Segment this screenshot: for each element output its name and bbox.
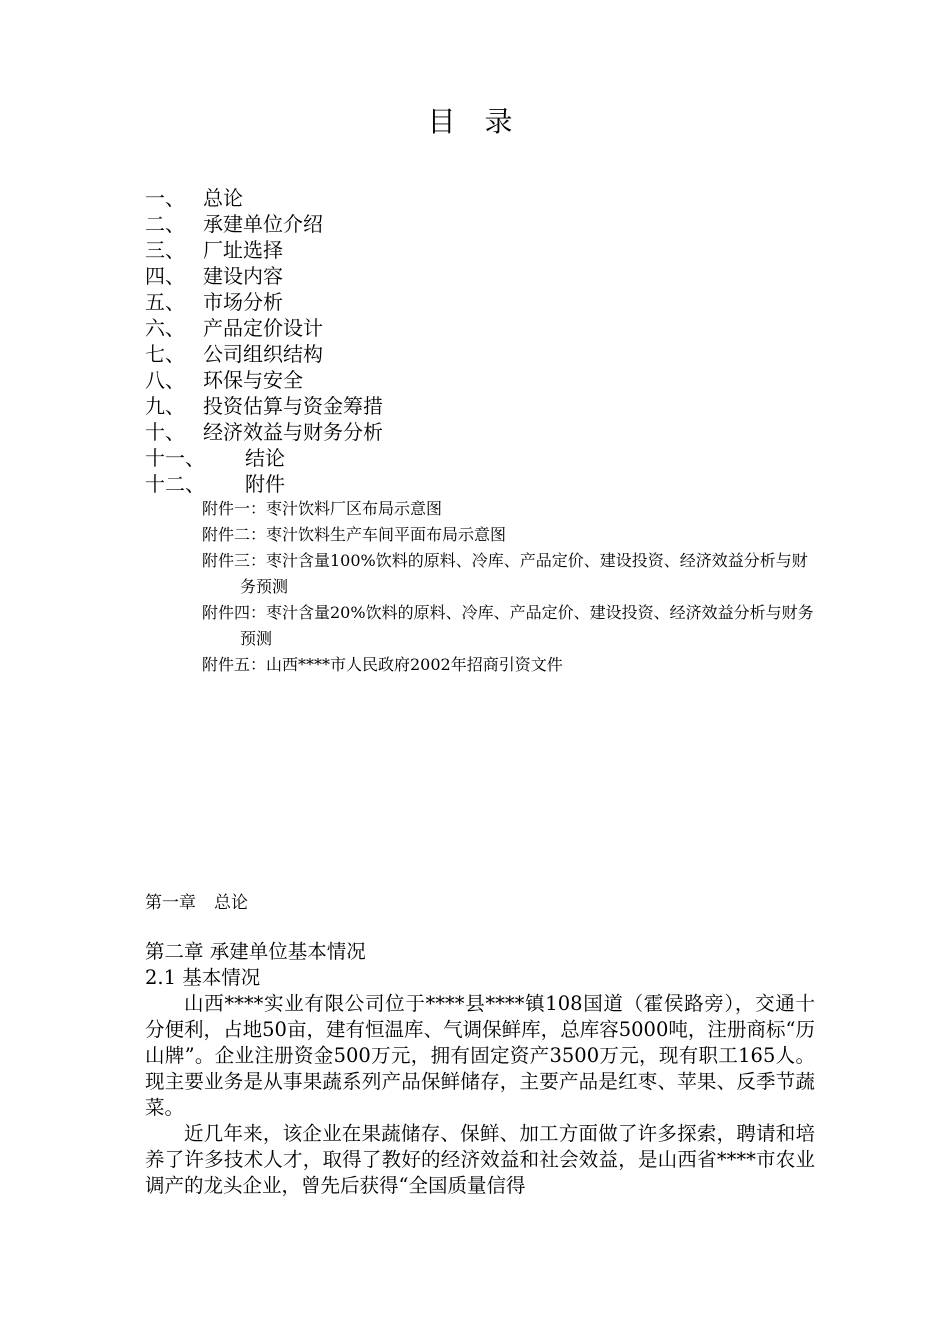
toc-item-number: 八、: [145, 368, 185, 392]
toc-item-label: 市场分析: [203, 290, 283, 314]
toc-item-label: 建设内容: [203, 264, 283, 288]
toc-item-12: [145, 471, 825, 497]
chapter-2-heading: 第二章 承建单位基本情况: [145, 940, 366, 963]
toc-item-label: 总论: [203, 186, 243, 210]
toc-item-number: 十、: [145, 420, 185, 444]
chapter-1-number: 第一章: [145, 893, 196, 913]
toc-title: 目 录: [427, 105, 523, 138]
toc-item-label: 结论: [245, 446, 285, 470]
toc-item-3: [145, 237, 825, 263]
toc-item-number: 四、: [145, 264, 185, 288]
section-2-1-heading: 2.1 基本情况: [145, 966, 261, 989]
toc-item-2: [145, 211, 825, 237]
toc-item-label: 承建单位介绍: [203, 212, 323, 236]
appendix-item-2: 附件二：枣汁饮料生产车间平面布局示意图: [202, 525, 507, 544]
toc-item-number: 三、: [145, 238, 185, 262]
toc-item-number: 五、: [145, 290, 185, 314]
toc-item-4: [145, 263, 825, 289]
toc-item-label: 环保与安全: [203, 368, 303, 392]
toc-item-1: [145, 185, 825, 211]
toc-item-10: [145, 419, 825, 445]
toc-item-number: 十一、: [145, 446, 205, 470]
toc-item-label: 公司组织结构: [203, 342, 323, 366]
appendix-item-4: 附件四：枣汁含量20%饮料的原料、冷库、产品定价、建设投资、经济效益分析与财务预测: [202, 603, 814, 648]
toc-item-11: [145, 445, 825, 471]
toc-item-number: 二、: [145, 212, 185, 236]
toc-item-5: [145, 289, 825, 315]
toc-item-6: [145, 315, 825, 341]
toc-item-label: 产品定价设计: [203, 316, 323, 340]
body-paragraph-1: 山西****实业有限公司位于****县****镇108国道（霍侯路旁），交通十分便利，占地50亩，建有恒温库、气调保鲜库，总库容5000吨，注册商标“历山牌”。企业注册资金500万元，拥有固定资产3500万元，现有职工165人。现主要业务是从事果蔬系列产品保鲜储存，主要产品是红枣、苹果、反季节蔬菜。: [145, 992, 815, 1119]
appendix-item-3: 附件三：枣汁含量100%饮料的原料、冷库、产品定价、建设投资、经济效益分析与财务预测: [202, 551, 808, 596]
toc-item-number: 九、: [145, 394, 185, 418]
appendix-list: [202, 496, 822, 678]
toc-item-number: 一、: [145, 186, 185, 210]
appendix-item-1: 附件一：枣汁饮料厂区布局示意图: [202, 499, 443, 518]
toc-item-label: 经济效益与财务分析: [203, 420, 383, 444]
toc-item-number: 十二、: [145, 472, 205, 496]
chapter-1-heading: [145, 888, 248, 913]
toc-item-7: [145, 341, 825, 367]
toc-item-9: [145, 393, 825, 419]
appendix-item-5: 附件五：山西****市人民政府2002年招商引资文件: [202, 655, 563, 674]
chapter-2-section: [145, 939, 815, 1199]
chapter-1-title: 总论: [214, 893, 248, 913]
toc-item-number: 六、: [145, 316, 185, 340]
toc-item-8: [145, 367, 825, 393]
body-paragraph-2: 近几年来，该企业在果蔬储存、保鲜、加工方面做了许多探索，聘请和培养了许多技术人才，取得了教好的经济效益和社会效益，是山西省****市农业调产的龙头企业，曾先后获得“全国质量信得: [145, 1122, 815, 1197]
toc-list: [145, 185, 825, 497]
toc-item-number: 七、: [145, 342, 185, 366]
toc-item-label: 附件: [245, 472, 285, 496]
toc-item-label: 厂址选择: [203, 238, 283, 262]
toc-item-label: 投资估算与资金筹措: [203, 394, 383, 418]
